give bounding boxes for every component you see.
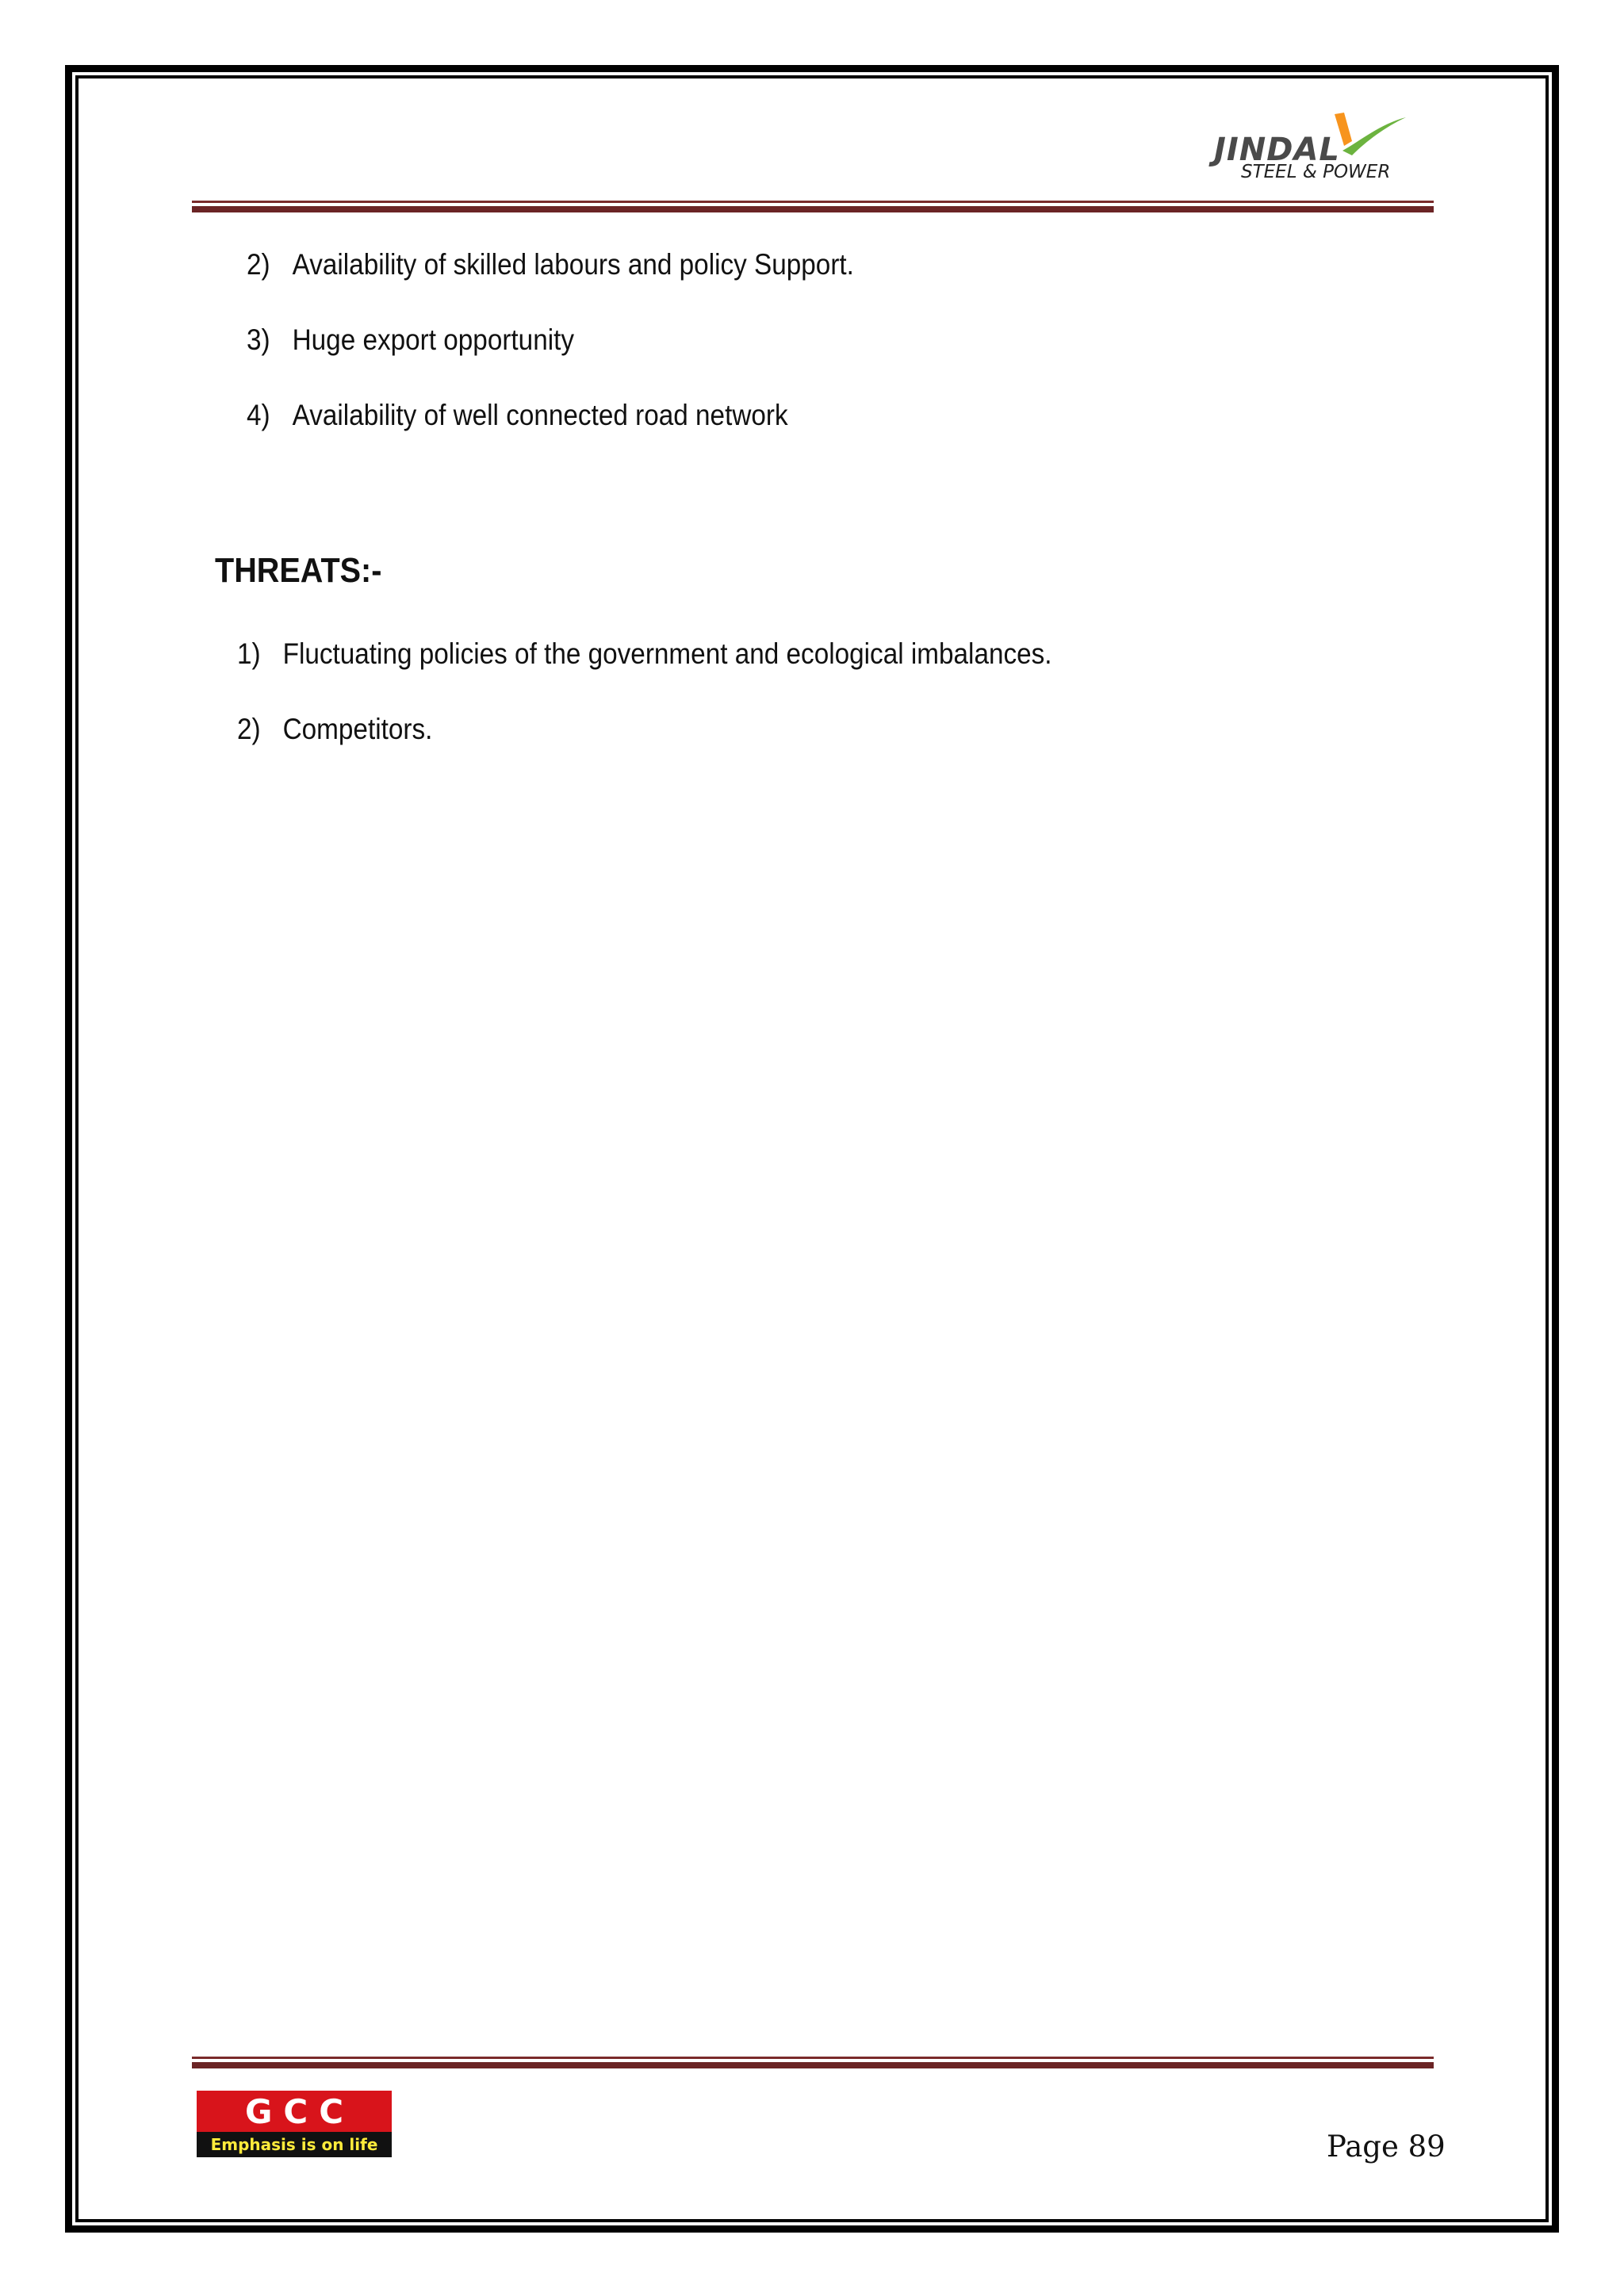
list-item bbox=[247, 248, 854, 281]
list-item bbox=[237, 713, 432, 746]
list-item bbox=[237, 637, 1052, 671]
jindal-logo-subtitle: STEEL & POWER bbox=[1241, 162, 1391, 182]
page-border-inner bbox=[75, 75, 1549, 2222]
list-item-text: Availability of skilled labours and policy Support. bbox=[292, 248, 854, 281]
list-item bbox=[247, 399, 788, 432]
threats-heading: THREATS:- bbox=[215, 551, 382, 590]
gcc-logo-tagline: Emphasis is on life bbox=[197, 2132, 392, 2157]
list-item-text: Competitors. bbox=[282, 713, 433, 745]
list-item-number: 1) bbox=[237, 637, 261, 670]
list-item-number: 2) bbox=[247, 248, 270, 281]
list-item-number: 3) bbox=[247, 323, 270, 356]
list-item-text: Availability of well connected road network bbox=[292, 399, 788, 431]
page-number: Page 89 bbox=[1327, 2130, 1446, 2164]
list-item-number: 4) bbox=[247, 399, 270, 431]
list-item-text: Fluctuating policies of the government and ecological imbalances. bbox=[282, 637, 1052, 670]
jindal-logo-word: JINDAL bbox=[1214, 132, 1340, 168]
list-item-text: Huge export opportunity bbox=[292, 323, 575, 356]
gcc-logo bbox=[197, 2091, 392, 2157]
header-rule bbox=[192, 201, 1434, 212]
gcc-logo-word: GCC bbox=[244, 2091, 355, 2131]
list-item bbox=[247, 323, 574, 357]
jindal-logo bbox=[1209, 109, 1408, 189]
footer-rule bbox=[192, 2057, 1434, 2068]
list-item-number: 2) bbox=[237, 713, 261, 745]
